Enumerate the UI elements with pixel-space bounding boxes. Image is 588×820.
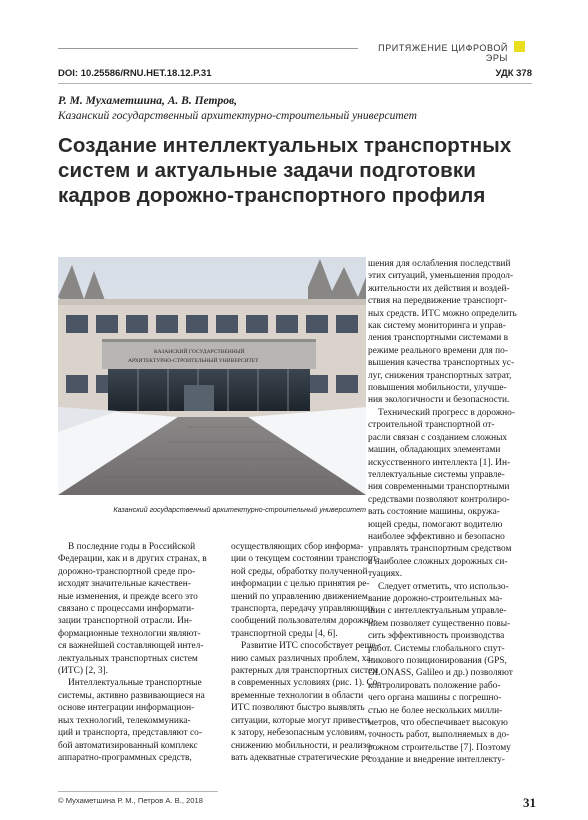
footer-rule: [58, 791, 218, 792]
text-line: транспортной среды [4, 6].: [231, 628, 338, 639]
title-line: Создание интеллектуальных транспортных: [58, 134, 512, 157]
text-line: жительности их действия и воздей-: [368, 283, 510, 294]
text-line: ных средств. ИТС можно определить: [368, 308, 517, 319]
text-line: снижению мобильности, и реализо-: [231, 740, 375, 751]
text-line: информации с целью принятия ре-: [231, 579, 370, 590]
text-column-middle: [231, 541, 381, 764]
text-line: никового позиционирования (GPS,: [368, 656, 507, 666]
text-line: шин с интеллектуальным управле-: [368, 606, 507, 617]
text-line: ления транспортными системами в: [368, 333, 509, 344]
text-line: в современных условиях (рис. 1). Со-: [231, 678, 381, 689]
text-line: Интеллектуальные транспортные: [68, 678, 202, 689]
text-line: расли связан с созданием сложных: [368, 432, 508, 443]
title-line: кадров дорожно-транспортного профиля: [58, 184, 486, 207]
text-line: ций и транспорта, представляют со-: [58, 728, 202, 739]
header-rule: [58, 48, 358, 49]
text-line: стью не более нескольких милли-: [368, 705, 503, 716]
text-line: рактерных для транспортных систем: [231, 666, 379, 677]
text-line: шений по управлению движением: [231, 591, 368, 602]
text-line: Технический прогресс в дорожно-: [378, 407, 515, 418]
text-line: Следует отметить, что использо-: [378, 581, 509, 592]
text-line: вать состояние машины, окружа-: [368, 507, 500, 518]
text-line: луг, снижения транспортных затрат,: [368, 370, 512, 381]
authors: Р. М. Мухаметшина, А. В. Петров,: [58, 95, 237, 107]
text-line: осуществляющих сбор информа-: [231, 542, 364, 552]
text-line: В последние годы в Российской: [68, 542, 196, 552]
article-title: [58, 133, 538, 208]
text-line: связано с процессами информати-: [58, 604, 195, 615]
text-line: ные изменения, и прежде всего это: [58, 591, 198, 602]
text-line: сить эффективность производства: [368, 631, 505, 642]
meta-rule: [58, 83, 532, 84]
text-line: вышения качества транспортных ус-: [368, 358, 515, 369]
title-line: систем и актуальные задачи подготовки: [58, 159, 476, 182]
copyright: © Мухаметшина Р. М., Петров А. В., 2018: [58, 796, 203, 805]
page-number: 31: [523, 795, 536, 810]
text-line: системы, активно развивающиеся на: [58, 690, 205, 701]
text-line: машин, обладающих элементами: [368, 445, 501, 456]
text-line: как систему мониторинга и управ-: [368, 321, 506, 332]
text-line: туациях.: [368, 569, 403, 580]
text-line: транспорта, передачу управляющих: [231, 604, 375, 615]
text-line: шения для ослабления последствий: [368, 259, 511, 269]
text-line: контролировать положение рабо-: [368, 680, 501, 691]
text-line: чего органа машины с погрешно-: [368, 693, 502, 704]
text-line: временные технологии в области: [231, 690, 364, 701]
journal-section-label: ПРИТЯЖЕНИЕ ЦИФРОВОЙ ЭРЫ: [378, 43, 508, 63]
text-line: средствами позволяют контролиро-: [368, 494, 510, 505]
text-line: ся важнейшей составляющей интел-: [58, 641, 204, 652]
sign-line-1: КАЗАНСКИЙ ГОСУДАРСТВЕННЫЙ: [154, 349, 245, 355]
text-line: бой автоматизированный комплекс: [58, 740, 198, 751]
text-line: нием позволяет существенно повы-: [368, 618, 511, 629]
text-line: ния современными транспортными: [368, 482, 510, 493]
text-line: ситуации, которые могут привести: [231, 715, 370, 726]
sign-line-2: АРХИТЕКТУРНО-СТРОИТЕЛЬНЫЙ УНИВЕРСИТЕТ: [128, 358, 259, 364]
text-line: ции о текущем состоянии транспорт-: [231, 554, 380, 565]
figure-caption: Казанский государственный архитектурно-строительный университет: [113, 505, 366, 514]
udk: УДК 378: [495, 68, 532, 79]
text-line: повышения мобильности, улучше-: [368, 383, 507, 394]
text-line: зации транспортной отрасли. Ин-: [58, 616, 193, 627]
text-line: ния экологичности и безопасности.: [368, 395, 510, 406]
text-line: исходят значительные качествен-: [58, 579, 191, 590]
text-line: GLONASS, Galileo и др.) позволяют: [368, 668, 513, 679]
text-line: ной среды, обработку полученной: [231, 566, 368, 577]
text-line: основе интеграции информацион-: [58, 703, 195, 714]
text-line: работ. Системы глобального спут-: [368, 643, 505, 654]
text-column-left: [58, 541, 207, 764]
text-line: вать адекватные стратегические ре-: [231, 752, 374, 763]
text-line: Развитие ИТС способствует реше-: [241, 641, 379, 652]
text-line: (ИТС) [2, 3].: [58, 666, 108, 677]
text-column-right: [368, 258, 517, 767]
text-line: ИТС позволяют быстро выявлять: [231, 703, 365, 714]
text-line: строительной транспортной от-: [368, 420, 495, 431]
text-line: создание и внедрение интеллекту-: [368, 755, 505, 766]
text-line: нию самых различных проблем, ха-: [231, 653, 374, 664]
text-line: рожном строительстве [7]. Поэтому: [368, 742, 511, 753]
text-line: формационные технологии являют-: [58, 628, 201, 639]
text-line: теллектуальные системы управле-: [368, 469, 505, 480]
text-line: точность работ, выполняемых в до-: [368, 730, 510, 741]
doi: DOI: 10.25586/RNU.HET.18.12.P.31: [58, 68, 212, 79]
affiliation: Казанский государственный архитектурно-строительный университет: [58, 110, 417, 122]
text-line: искусственного интеллекта [1]. Ин-: [368, 457, 511, 468]
text-line: ных технологий, телекоммуника-: [58, 715, 191, 726]
text-line: в наиболее сложных дорожных си-: [368, 556, 508, 567]
text-line: ствия на передвижение транспорт-: [368, 296, 507, 307]
text-line: аппаратно-программных средств,: [58, 752, 192, 763]
university-photo: [58, 257, 366, 495]
text-line: лектуальных транспортных систем: [58, 653, 198, 664]
section-accent-square: [514, 41, 525, 52]
text-line: к затору, небезопасным условиям,: [231, 728, 367, 739]
text-line: сообщений пользователям дорожно-: [231, 616, 377, 627]
text-line: дорожно-транспортной среде про-: [58, 566, 196, 577]
text-line: Федерации, как и в других странах, в: [58, 554, 207, 565]
text-line: метров, что обеспечивает высокую: [368, 718, 508, 729]
text-line: этих ситуаций, уменьшения продол-: [368, 271, 514, 282]
text-line: режиме реального времени для по-: [368, 345, 508, 356]
text-line: управлять транспортным средством: [368, 544, 512, 555]
text-line: вание дорожно-строительных ма-: [368, 593, 503, 604]
text-line: ющей среды, помогают водителю: [368, 519, 503, 530]
text-line: наиболее эффективно и безопасно: [368, 531, 505, 542]
